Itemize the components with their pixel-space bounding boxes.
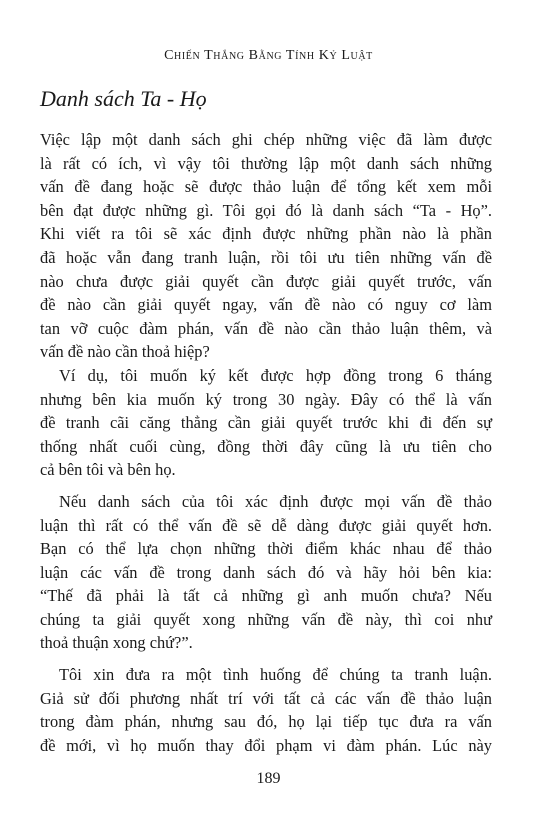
text-line: cả bên tôi và bên họ. (40, 460, 176, 480)
text-line: đề tranh cãi căng thẳng cần giải quyết trước khi đi đến sự (40, 413, 492, 433)
text-line: bên đạt được những gì. Tôi gọi đó là danh sách “Ta - Họ”. (40, 200, 492, 220)
text-line: Bạn có thể lựa chọn những thời điểm khác nhau để thảo (40, 539, 492, 559)
text-line: Giả sử đối phương nhất trí với tất cả các vấn đề thảo luận (40, 688, 492, 708)
page-number: 189 (256, 770, 281, 787)
text-line: nhưng bên kia muốn ký trong 30 ngày. Đây có thể là vấn (40, 389, 492, 409)
section-title: Danh sách Ta - Họ (40, 86, 207, 111)
text-line: là rất có ích, vì vậy tôi thường lập một danh sách những (40, 153, 492, 173)
text-line: Việc lập một danh sách ghi chép những việc đã làm được (40, 130, 492, 149)
paragraph-3 (40, 490, 492, 655)
text-line: thống nhất cuối cùng, đồng thời đây cũng là ưu tiên cho (40, 436, 492, 456)
text-line: vấn đề đang hoặc sẽ được thảo luận để tổng kết xem mỗi (40, 177, 492, 197)
text-line: đề nào cần giải quyết ngay, vấn đề nào có nguy cơ làm (40, 295, 492, 315)
paragraph-4 (40, 663, 492, 757)
text-line: Khi viết ra tôi sẽ xác định được những phần nào là phần (40, 224, 492, 244)
text-line: Ví dụ, tôi muốn ký kết được hợp đồng trong 6 tháng (59, 365, 492, 385)
text-line: Tôi xin đưa ra một tình huống để chúng ta tranh luận. (59, 665, 492, 685)
text-line: thoả thuận xong chứ?”. (40, 633, 193, 653)
text-line: luận các vấn đề trong danh sách đó và hãy hỏi bên kia: (40, 562, 492, 582)
text-line: đề mới, vì họ muốn thay đổi phạm vi đàm phán. Lúc này (40, 735, 492, 755)
text-line: Nếu danh sách của tôi xác định được mọi vấn đề thảo (59, 491, 492, 511)
text-line: chúng ta giải quyết xong những vấn đề này, thì coi như (40, 609, 492, 629)
text-line: vấn đề nào cần thoả hiệp? (40, 342, 210, 362)
text-line: luận thì rất có thể vấn đề sẽ dễ dàng được giải quyết hơn. (40, 515, 492, 535)
running-header: Chiến Thắng Bằng Tính Kỷ Luật (164, 48, 373, 63)
text-line: tan vỡ cuộc đàm phán, vấn đề nào cần thảo luận thêm, và (40, 318, 492, 338)
paragraph-2 (40, 364, 492, 482)
body-text (40, 128, 492, 757)
text-line: “Thế đã phải là tất cả những gì anh muốn chưa? Nếu (40, 586, 492, 606)
text-line: đã hoặc vẫn đang tranh luận, rồi tôi ưu tiên những vấn đề (40, 247, 492, 267)
paragraph-1 (40, 128, 492, 364)
text-line: trong đàm phán, nhưng sau đó, họ lại tiếp tục đưa ra vấn (40, 712, 492, 732)
text-line: nào chưa được giải quyết cần được giải quyết trước, vấn (40, 271, 492, 291)
